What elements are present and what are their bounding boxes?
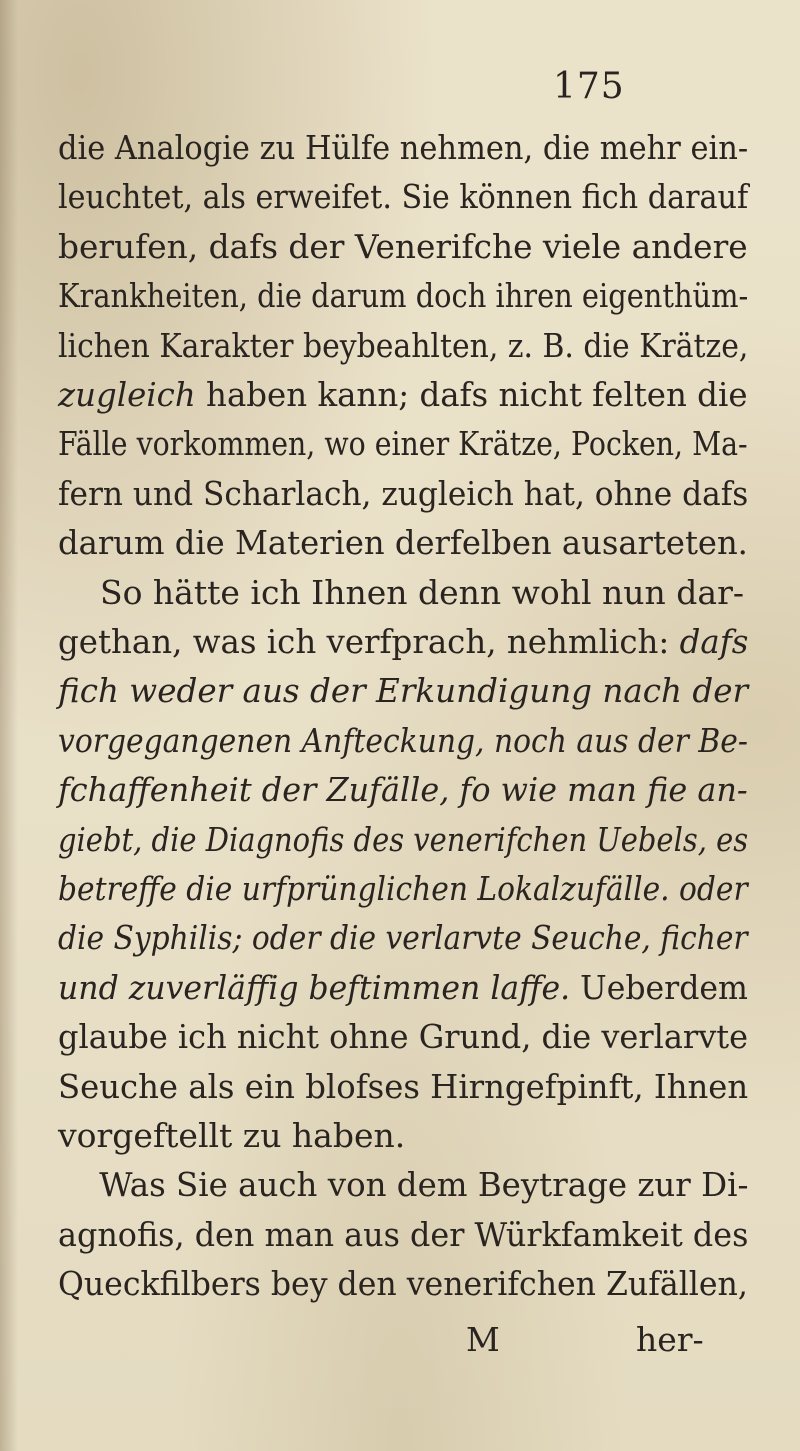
catchword: her- <box>636 1320 704 1359</box>
text-segment: vorgeftellt zu haben. <box>58 1116 406 1155</box>
italic-text-segment: giebt, die Diagnofis des venerifchen Uebels, es <box>58 819 749 859</box>
text-line <box>58 177 748 217</box>
page-binding-shadow <box>0 0 18 1451</box>
text-line <box>58 1215 748 1255</box>
text-line <box>58 1067 748 1107</box>
signature-mark: M <box>466 1320 500 1359</box>
text-segment: fern und Scharlach, zugleich hat, ohne dafs <box>58 473 749 513</box>
text-segment: haben kann; dafs nicht felten die <box>195 375 748 414</box>
text-segment: glaube ich nicht ohne Grund, die verlarvte <box>58 1017 749 1057</box>
italic-text-segment: vorgegangenen Anfteckung, noch aus der Be- <box>58 720 748 760</box>
text-line <box>58 326 748 366</box>
text-line <box>58 820 748 860</box>
italic-text-segment: fich weder aus der Erkundigung nach der <box>58 671 749 711</box>
text-segment: Ueberdem <box>570 967 748 1007</box>
text-line <box>58 276 748 316</box>
text-segment: So hätte ich Ihnen denn wohl nun dar- <box>58 572 745 612</box>
text-segment: Krankheiten, die darum doch ihren eigenthüm- <box>58 276 749 316</box>
italic-text-segment: und zuverläffig beftimmen laffe. <box>58 967 571 1007</box>
text-line <box>58 968 748 1008</box>
text-segment: gethan, was ich verfprach, nehmlich: <box>58 622 680 661</box>
text-line <box>58 375 748 415</box>
text-segment: Seuche als ein blofses Hirngefpinft, Ihnen <box>58 1066 749 1106</box>
text-segment: lichen Karakter beybeahlten, z. B. die Krätze, <box>58 325 749 365</box>
text-line <box>58 1165 748 1205</box>
italic-text-segment: die Syphilis; oder die verlarvte Seuche, ficher <box>58 918 748 958</box>
text-line <box>58 1264 748 1304</box>
page-number: 175 <box>553 66 625 107</box>
text-line <box>58 573 744 613</box>
text-line <box>58 523 748 563</box>
text-segment: Queckfilbers bey den venerifchen Zufällen, <box>58 1264 748 1304</box>
text-line <box>58 671 748 711</box>
text-segment: leuchtet, als erweifet. Sie können fich darauf <box>58 177 749 217</box>
text-line <box>58 918 748 958</box>
text-line <box>58 1116 405 1156</box>
text-segment: Fälle vorkommen, wo einer Krätze, Pocken, Ma- <box>58 424 748 464</box>
text-line <box>58 622 748 662</box>
text-segment: die Analogie zu Hülfe nehmen, die mehr ein- <box>58 128 749 167</box>
text-line <box>58 869 748 909</box>
italic-text-segment: betreffe die urfprünglichen Lokalzufälle. oder <box>58 869 748 908</box>
text-line <box>58 770 748 810</box>
text-segment: agnofis, den man aus der Würkfamkeit des <box>58 1214 749 1254</box>
italic-text-segment: fchaffenheit der Zufälle, fo wie man fie an- <box>58 770 748 810</box>
text-segment: darum die Materien derfelben ausarteten. <box>58 523 748 563</box>
text-line <box>58 227 748 267</box>
text-segment: berufen, dafs der Venerifche viele andere <box>58 226 748 266</box>
italic-text-segment: zugleich <box>58 375 196 414</box>
text-line <box>58 128 748 168</box>
text-line <box>58 1017 748 1057</box>
text-line <box>58 424 748 464</box>
text-line <box>58 474 748 514</box>
text-segment: Was Sie auch von dem Beytrage zur Di- <box>58 1165 749 1205</box>
italic-text-segment: dafs <box>679 622 749 661</box>
text-line <box>58 721 748 761</box>
